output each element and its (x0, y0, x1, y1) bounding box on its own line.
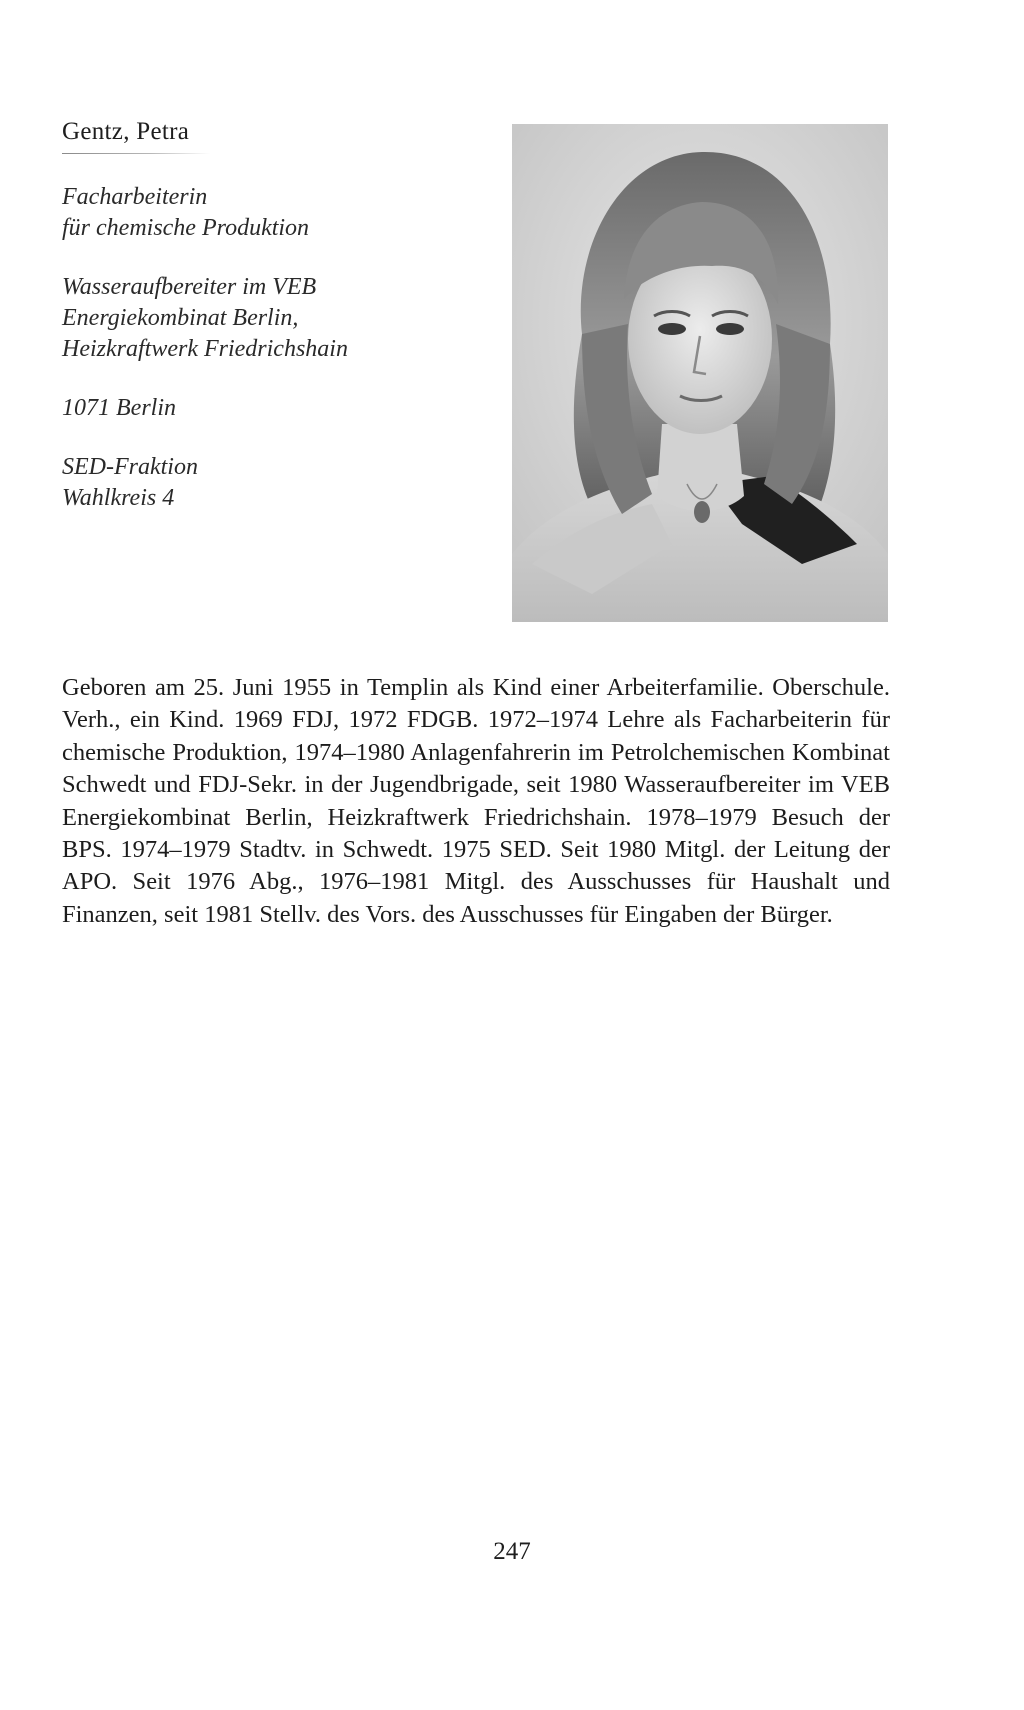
qualification-block (62, 182, 482, 244)
occupation-line: Wasseraufbereiter im VEB (62, 274, 317, 300)
faction-line: SED-Fraktion (62, 454, 198, 480)
page-number: 247 (493, 1538, 531, 1565)
constituency-line: Wahlkreis 4 (62, 485, 175, 511)
occupation-block (62, 272, 482, 365)
location-line: 1071 Berlin (62, 395, 176, 421)
occupation-line: Heizkraftwerk Friedrichshain (62, 336, 348, 362)
qualification-line: für chemische Produktion (62, 215, 310, 241)
portrait-photo (512, 124, 888, 622)
person-name: Gentz, Petra (62, 118, 190, 145)
name-underline (62, 153, 210, 154)
qualification-line: Facharbeiterin (62, 184, 208, 210)
location-block (62, 393, 482, 424)
portrait-photo-icon (512, 124, 888, 622)
occupation-line: Energiekombinat Berlin, (62, 305, 299, 331)
biography-text: Geboren am 25. Juni 1955 in Templin als Kind einer Arbeiterfamilie. Oberschule. Verh., ein Kind. 1969 FDJ, 1972 FDGB. 1972–1974 Lehre als Facharbeiterin für chemische Produktion, 1974–1980 Anlagenfahrerin im Petrolchemischen Kombinat Schwedt und FDJ-Sekr. in der Jugendbrigade, seit 1980 Wasseraufbereiter im VEB Energiekombinat Berlin, Heizkraftwerk Friedrichshain. 1978–1979 Besuch der BPS. 1974–1979 Stadtv. in Schwedt. 1975 SED. Seit 1980 Mitgl. der Leitung der APO. Seit 1976 Abg., 1976–1981 Mitgl. des Ausschusses für Haushalt und Finanzen, seit 1981 Stellv. des Vors. des Ausschusses für Eingaben der Bürger. (62, 674, 890, 928)
person-details (62, 182, 482, 542)
faction-block (62, 452, 482, 514)
